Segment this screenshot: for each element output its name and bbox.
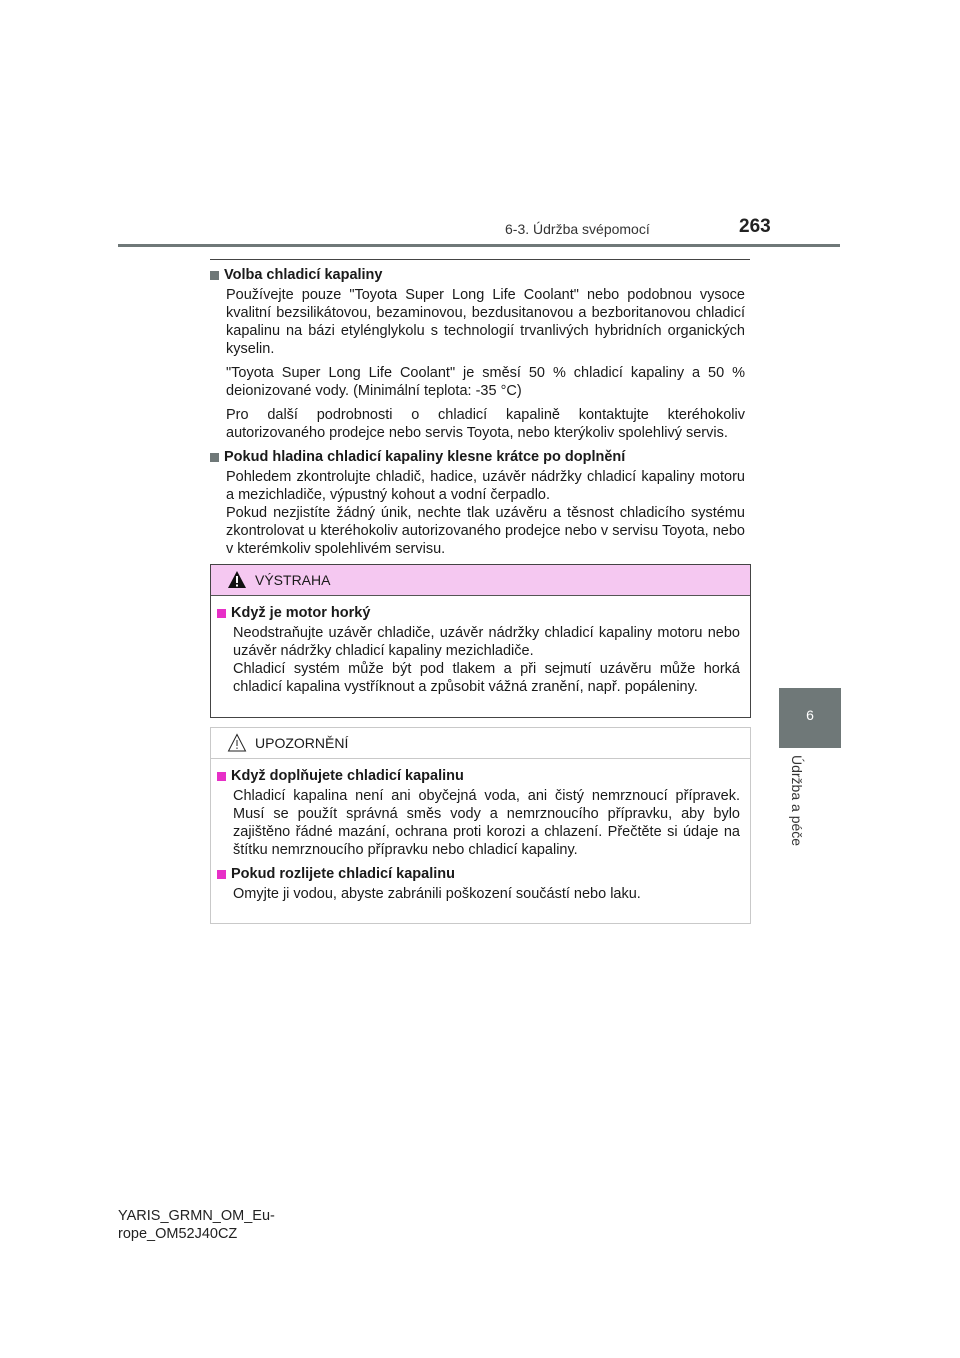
section-heading <box>210 266 745 284</box>
caution-box <box>210 727 751 924</box>
caution-header <box>211 728 750 759</box>
chapter-tab-number: 6 <box>779 688 841 748</box>
warning-header <box>211 565 750 596</box>
square-bullet-icon <box>217 609 226 618</box>
section-coolant-level-drop <box>210 448 745 558</box>
content-divider <box>210 259 750 260</box>
paragraph: Pro další podrobnosti o chladicí kapalině kontaktujte kteréhokoliv autorizovaného prodejce nebo servis Toyota, nebo kterýkoliv spolehlivý servis. <box>226 407 745 441</box>
document-code <box>118 1207 275 1243</box>
paragraph: Chladicí kapalina není ani obyčejná voda, ani čistý nemrznoucí přípravek. Musí se použít správná směs vody a nemrznoucího přípravku, aby bylo zajištěno řádné mazání, ochrana proti korozi a chlazení. Přečtěte si údaje na štítku nemrznoucího přípravku nebo chladicí kapaliny. <box>233 788 740 858</box>
caution-item-title: Pokud rozlijete chladicí kapalinu <box>231 866 455 882</box>
section-heading <box>210 448 745 466</box>
square-bullet-icon <box>210 453 219 462</box>
paragraph: Pohledem zkontrolujte chladič, hadice, uzávěr nádržky chladicí kapaliny motoru a mezichladiče, výpustný kohout a vodní čerpadlo. <box>226 469 745 503</box>
square-bullet-icon <box>217 772 226 781</box>
main-content <box>210 266 745 564</box>
document-code-line: YARIS_GRMN_OM_Eu- <box>118 1208 275 1224</box>
warning-triangle-icon <box>227 570 247 590</box>
chapter-tab-label-text: Údržba a péče <box>789 755 805 847</box>
warning-title: Když je motor horký <box>231 605 371 621</box>
square-bullet-icon <box>217 870 226 879</box>
section-title: Volba chladicí kapaliny <box>224 267 383 283</box>
paragraph: Pokud nezjistíte žádný únik, nechte tlak uzávěru a těsnost chladicího systému zkontrolovat u kteréhokoliv autorizovaného prodejce nebo v servisu Toyota, nebo v kterémkoliv spolehlivém servisu. <box>226 505 745 557</box>
caution-body <box>211 759 750 917</box>
warning-box <box>210 564 751 718</box>
caution-label: UPOZORNĚNÍ <box>255 735 349 751</box>
square-bullet-icon <box>210 271 219 280</box>
header-divider <box>118 244 840 247</box>
page-number: 263 <box>739 216 771 237</box>
warning-item-heading <box>217 604 740 622</box>
caution-triangle-icon <box>227 733 247 753</box>
paragraph: Neodstraňujte uzávěr chladiče, uzávěr nádržky chladicí kapaliny motoru nebo uzávěr nádržky chladicí kapaliny mezichladiče. <box>233 625 740 659</box>
paragraph: Omyjte ji vodou, abyste zabránili poškození součástí nebo laku. <box>233 886 641 902</box>
warning-body <box>211 596 750 710</box>
paragraph: Používejte pouze "Toyota Super Long Life Coolant" nebo podobnou vysoce kvalitní bezsilikátovou, bezaminovou, bezdusitanovou a bezboritanovou chladicí kapalinu na bázi etylénglykolu s technologií trvanlivých hybridních organických kyselin. <box>226 287 745 357</box>
paragraph: Chladicí systém může být pod tlakem a při sejmutí uzávěru může horká chladicí kapalina vystříknout a způsobit vážná zranění, např. popáleniny. <box>233 661 740 695</box>
caution-item-heading <box>217 767 740 785</box>
document-code-line: rope_OM52J40CZ <box>118 1226 238 1242</box>
header-section-title: 6-3. Údržba svépomocí <box>505 221 650 237</box>
paragraph: "Toyota Super Long Life Coolant" je směsí 50 % chladicí kapaliny a 50 % deionizované vody. (Minimální teplota: -35 °C) <box>226 365 745 399</box>
caution-item-heading <box>217 865 740 883</box>
section-title: Pokud hladina chladicí kapaliny klesne krátce po doplnění <box>224 449 626 465</box>
chapter-tab-label <box>779 755 811 865</box>
section-coolant-choice <box>210 266 745 442</box>
warning-label: VÝSTRAHA <box>255 572 331 588</box>
caution-item-title: Když doplňujete chladicí kapalinu <box>231 768 464 784</box>
